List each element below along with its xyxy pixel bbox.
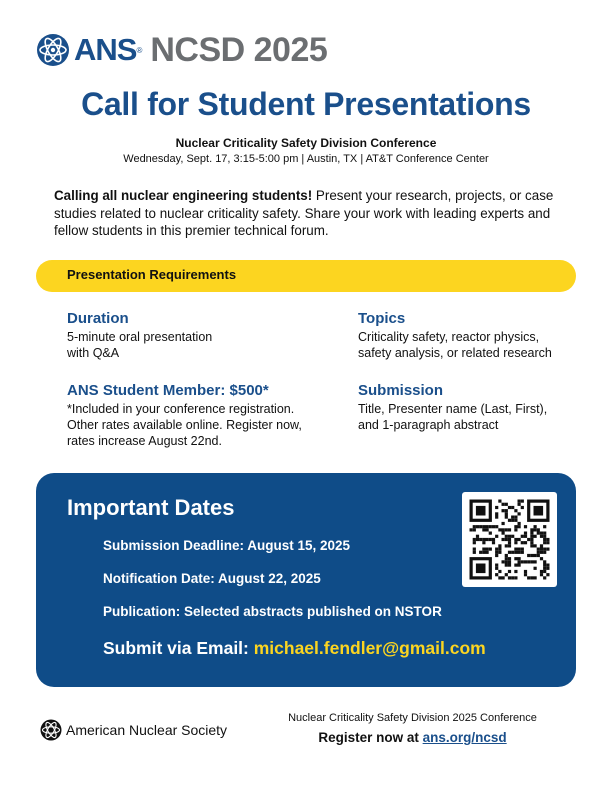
- submit-label: Submit via Email:: [103, 638, 254, 658]
- topics-line-2: safety analysis, or related research: [358, 346, 552, 360]
- member-line-2: Other rates available online. Register now,: [67, 418, 302, 432]
- duration-title: Duration: [67, 310, 129, 327]
- page-title: Call for Student Presentations: [81, 86, 531, 122]
- member-price-block: [67, 382, 302, 449]
- topics-title: Topics: [358, 310, 406, 327]
- header-logo: [36, 28, 327, 72]
- date-item: Submission Deadline: August 15, 2025: [103, 538, 351, 553]
- footer-register: [270, 730, 555, 745]
- intro-paragraph: [54, 187, 560, 240]
- submission-line-2: and 1-paragraph abstract: [358, 418, 499, 432]
- event-code: NCSD 2025: [150, 30, 328, 69]
- duration-block: [67, 310, 212, 361]
- intro-body: Present your research, projects, or case studies related to nuclear criticality safety. Share your work with leading experts and fellow students in this premier technical forum.: [54, 188, 554, 238]
- submission-line-1: Title, Presenter name (Last, First),: [358, 402, 548, 416]
- member-price-title: ANS Student Member: $500*: [67, 382, 269, 399]
- requirements-heading: Presentation Requirements: [67, 267, 237, 282]
- ans-logo-text: ANS: [74, 32, 137, 67]
- submission-title: Submission: [358, 382, 444, 399]
- duration-line-1: 5-minute oral presentation: [67, 330, 213, 344]
- important-dates-heading: Important Dates: [67, 495, 235, 520]
- topics-block: [358, 310, 552, 361]
- ans-atom-icon: [36, 33, 70, 67]
- conference-name: Nuclear Criticality Safety Division Conference: [175, 136, 437, 150]
- registered-mark: ®: [136, 45, 143, 55]
- topics-line-1: Criticality safety, reactor physics,: [358, 330, 540, 344]
- ans-atom-icon: [40, 719, 62, 741]
- submission-block: [358, 382, 547, 433]
- register-label: Register now at: [318, 730, 423, 745]
- qr-code-icon: [462, 492, 557, 587]
- event-details: Wednesday, Sept. 17, 3:15-5:00 pm | Austin, TX | AT&T Conference Center: [123, 153, 489, 165]
- submit-email-link[interactable]: michael.fendler@gmail.com: [253, 638, 486, 658]
- register-link[interactable]: ans.org/ncsd: [422, 730, 507, 745]
- member-line-1: *Included in your conference registration.: [67, 402, 295, 416]
- member-line-3: rates increase August 22nd.: [67, 434, 222, 448]
- footer-org: [40, 719, 227, 741]
- footer-conference: Nuclear Criticality Safety Division 2025 Conference: [288, 712, 537, 724]
- duration-line-2: with Q&A: [67, 346, 120, 360]
- intro-lead: Calling all nuclear engineering students!: [54, 188, 313, 203]
- date-item: Publication: Selected abstracts published on NSTOR: [103, 604, 442, 619]
- qr-code[interactable]: [462, 492, 557, 587]
- org-name: American Nuclear Society: [66, 722, 228, 738]
- date-item: Notification Date: August 22, 2025: [103, 571, 321, 586]
- submit-email-line: [103, 638, 486, 659]
